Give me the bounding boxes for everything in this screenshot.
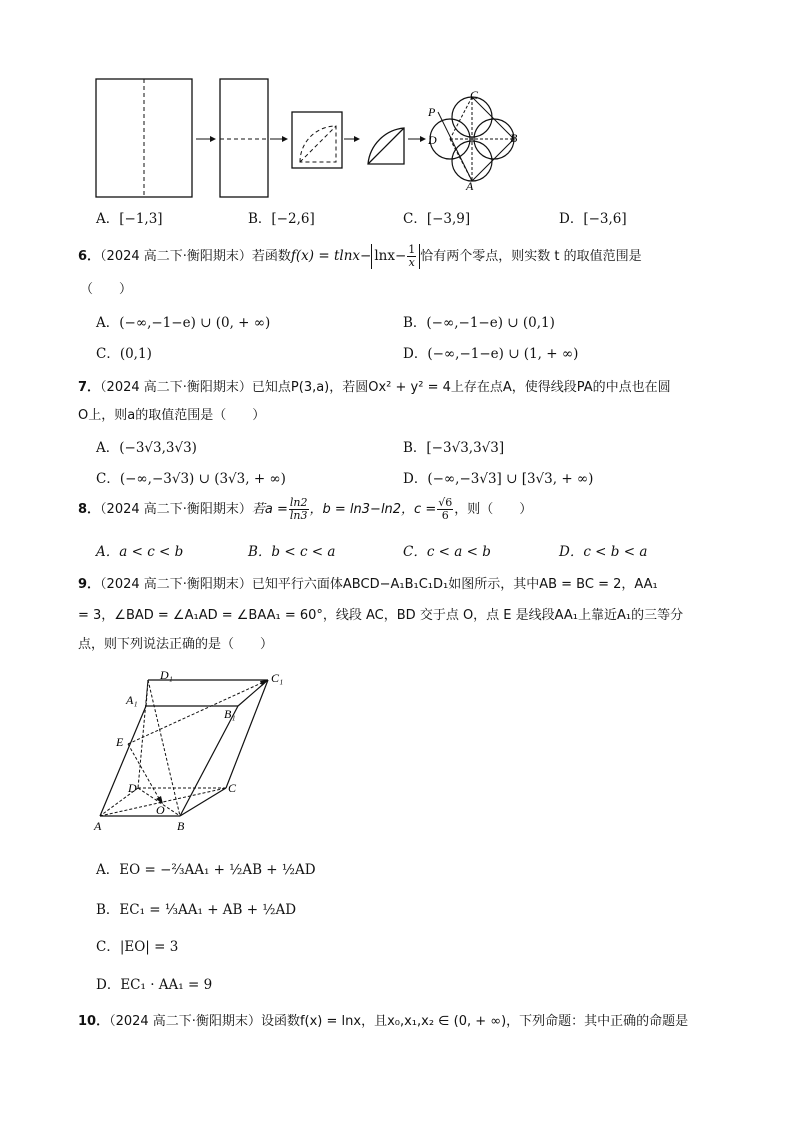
parallelepiped-figure [88,664,298,834]
q6-frac [407,244,416,269]
q6-paren: （ ） [80,282,133,297]
label-c1: C₁ [271,671,284,685]
label-a: A [466,179,474,193]
label-d: D [128,781,137,795]
label-b1: B₁ [224,707,236,721]
q8-number: 8． [78,502,101,517]
label-a: A [94,819,102,833]
q6-text-pre: 若函数 [251,249,291,264]
q6-number: 6． [78,249,101,264]
q8-frac-a-d: ln3 [289,509,308,522]
label-p: P [428,105,436,119]
q8-option-c[interactable]: C．c < a < b [403,544,491,560]
q6-option-b[interactable]: B．(−∞,−1−e) ∪ (0,1) [403,315,555,331]
q9-stem-line2: = 3，∠BAD = ∠A₁AD = ∠BAA₁ = 60°，线段 AC，BD 交于点 O，点 E 是线段AA₁上靠近A₁的三等分 [78,608,684,623]
q8-frac-c-n: √6 [438,496,453,509]
label-c: C [470,88,479,102]
q8-option-d[interactable]: D．c < b < a [559,544,648,560]
q9-stem-line1 [78,573,658,592]
q6-frac-n: 1 [408,243,416,256]
q7-line1: 已知点P(3,a)，若圆Ox² + y² = 4上存在点A，使得线段PA的中点也在圆 [251,380,671,395]
q6-func: f(x) = tlnx− [290,248,372,264]
q9-option-d[interactable]: D．EC₁ · AA₁ = 9 [96,977,213,993]
q7-stem-line1 [78,376,671,395]
q8-t1: 若a = [251,502,288,517]
q7-option-b[interactable]: B．[−3√3,3√3] [403,440,505,456]
label-b: B [510,131,518,145]
q6-stem [78,244,642,269]
paper-folding-figure [90,72,530,202]
q9-line1: 已知平行六面体ABCD−A₁B₁C₁D₁如图所示，其中AB = BC = 2，AA₁ [251,577,658,592]
q8-t2: ，b = ln3−ln2，c = [309,502,437,517]
q9-stem-line3: 点，则下列说法正确的是（ ） [78,637,274,652]
q10-number: 10． [78,1014,110,1029]
q8-frac-c [437,497,453,522]
q10-stem [78,1010,688,1029]
label-d: D [428,133,437,147]
q5-option-a[interactable]: A．[−1,3] [96,211,163,227]
q9-number: 9． [78,577,101,592]
q8-frac-a [289,497,309,522]
q8-stem [78,497,532,522]
q7-source: （2024 高二下·衡阳期末） [100,380,252,395]
q7-stem-line2: O上，则a的取值范围是（ ） [78,408,266,423]
q6-abs [371,244,420,269]
q9-option-a[interactable]: A．EO = −⅔AA₁ + ½AB + ½AD [96,862,316,878]
label-c: C [228,781,237,795]
q5-option-c[interactable]: C．[−3,9] [403,211,471,227]
label-e: E [116,735,124,749]
q7-option-d[interactable]: D．(−∞,−3√3] ∪ [3√3, + ∞) [403,471,594,487]
q6-option-d[interactable]: D．(−∞,−1−e) ∪ (1, + ∞) [403,346,579,362]
q6-text-post: 恰有两个零点，则实数 t 的取值范围是 [420,249,642,264]
q10-source: （2024 高二下·衡阳期末） [109,1014,261,1029]
q9-option-c[interactable]: C．|EO| = 3 [96,939,179,955]
label-o: O [156,803,165,817]
q8-frac-c-d: 6 [441,509,449,522]
q6-option-c[interactable]: C．(0,1) [96,346,152,362]
q9-source: （2024 高二下·衡阳期末） [100,577,252,592]
q6-frac-d: x [408,256,415,269]
label-b: B [177,819,185,833]
q8-option-b[interactable]: B．b < c < a [248,544,336,560]
q7-option-a[interactable]: A．(−3√3,3√3) [96,440,197,456]
q6-source: （2024 高二下·衡阳期末） [100,249,252,264]
q5-option-d[interactable]: D．[−3,6] [559,211,627,227]
q8-frac-a-n: ln2 [289,496,308,509]
q6-option-a[interactable]: A．(−∞,−1−e) ∪ (0, + ∞) [96,315,271,331]
q8-source: （2024 高二下·衡阳期末） [100,502,252,517]
q9-option-b[interactable]: B．EC₁ = ⅓AA₁ + AB + ½AD [96,902,297,918]
q8-option-a[interactable]: A．a < c < b [96,544,184,560]
q10-text: 设函数f(x) = lnx，且x₀,x₁,x₂ ∈ (0, + ∞)，下列命题：其中正确的命题是 [260,1014,689,1029]
q8-t3: ，则（ ） [454,502,533,517]
q5-option-b[interactable]: B．[−2,6] [248,211,315,227]
label-d1: D₁ [160,668,173,682]
q6-abs-text: lnx− [374,248,407,264]
q7-option-c[interactable]: C．(−∞,−3√3) ∪ (3√3, + ∞) [96,471,286,487]
label-a1: A₁ [126,693,138,707]
q7-number: 7． [78,380,101,395]
